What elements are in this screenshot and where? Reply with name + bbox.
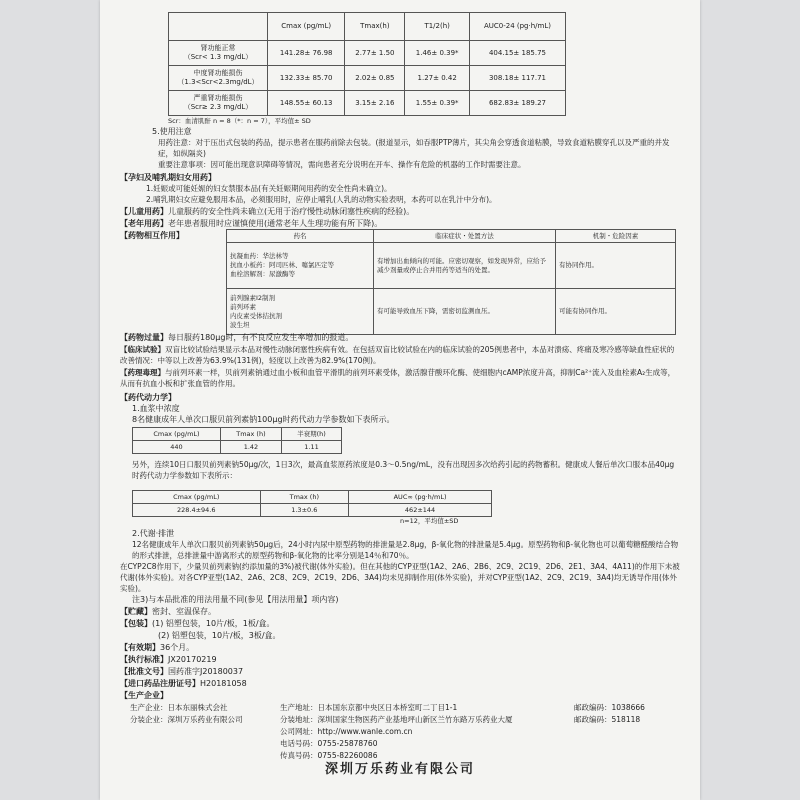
pk-cell: 308.18± 117.71 (469, 66, 565, 91)
producer-address: 生产地址：日本国东京都中央区日本桥室町二丁目1-1 (280, 703, 458, 712)
table-row (169, 41, 566, 66)
pk-table-single-dose (132, 427, 342, 454)
pk-text: 在CYP2C8作用下，少量贝前列素钠(约添加量的3%)被代谢(体外实验)。但在其他的CYP亚型(1A2、2A6、2B6、2C9、2C19、2D6、2E1、3A4、4A11)的作用下未被代谢(体外实验)。对各CYP亚型(1A2、2A6、2C8、2C9、2C19、2D6、3A4)均未见抑制作用(体外实验)，并对CYP亚型(1A2、2C9、2C19、3A4)均无诱导作用(体外实验)。 (120, 562, 680, 593)
pk2-header: AUC∞ (pg·h/mL) (349, 491, 492, 504)
pk-header-cell: T1/2(h) (405, 13, 470, 41)
interaction-drug: 前列腺素I2制剂 前列环素 内皮素受体拮抗剂 波生坦 (227, 289, 374, 335)
pk-cell: 682.83± 189.27 (469, 91, 565, 116)
interaction-clinical: 有可能导致血压下降，需密切监测血压。 (374, 289, 556, 335)
interaction-table (226, 229, 676, 335)
pk-cell: 1.27± 0.42 (405, 66, 470, 91)
elderly-section: 【老年用药】老年患者服用时应谨慎使用(通常老年人生理功能有所下降)。 (120, 219, 383, 228)
pk-note: 注3)与本品批准的用法用量不同(参见【用法用量】项内容) (132, 595, 339, 604)
pk-table-fed (132, 490, 492, 517)
table-row (133, 504, 492, 517)
pk-group-cell: 严重肾功能损伤 （Scr≥ 2.3 mg/dL） (169, 91, 268, 116)
table-row (227, 243, 676, 289)
usage-paragraph: 用药注意：对于压出式包装的药品，提示患者在服药前除去包装。(报道显示，如吞服PTP薄片，其尖角会穿透食道粘膜，导致食道粘膜穿孔以及严重的并发症，如纵隔炎) (158, 138, 670, 158)
pk1-value: 1.11 (281, 441, 341, 454)
pregnancy-section: 【孕妇及哺乳期妇女用药】 (120, 173, 216, 182)
interaction-mechanism: 有协同作用。 (556, 243, 676, 289)
package-item: (2) 铝塑包装，10片/板，3板/盒。 (158, 631, 281, 640)
company-tel: 电话号码：0755-25878760 (280, 739, 378, 748)
pk2-value: 1.3±0.6 (260, 504, 349, 517)
pk-cell: 1.55± 0.39* (405, 91, 470, 116)
table-row (169, 66, 566, 91)
pregnancy-item: 2.哺乳期妇女应避免服用本品，必须服用时，应停止哺乳(人乳的动物实验表明，本药可以在乳汁中分布)。 (146, 195, 497, 204)
interaction-header: 机制・危险因素 (556, 230, 676, 243)
producer-zip: 邮政编码：1038666 (574, 703, 645, 712)
pk-subsection-title: 2.代谢·排泄 (132, 529, 175, 538)
pk-section: 【药代动力学】 (120, 393, 176, 402)
table-row (133, 441, 342, 454)
pk-header-cell: AUC0-24 (pg·h/mL) (469, 13, 565, 41)
clinical-trial-section: 【临床试验】双盲比较试验结果显示本品对慢性动脉闭塞性疾病有效。在包括双盲比较试验在内的临床试验的205例患者中，本品对溃疡、疼痛及寒冷感等缺血性症状的改善情况：中等以上改善为63.9%(131例)，轻度以上改善为82.9%(170例)。 (120, 345, 675, 365)
pk2-header: Cmax (pg/mL) (133, 491, 261, 504)
table-row (169, 91, 566, 116)
pk-cell: 132.33± 85.70 (268, 66, 345, 91)
validity-section: 【有效期】36个月。 (120, 643, 195, 652)
pk1-header: Cmax (pg/mL) (133, 428, 221, 441)
storage-section: 【贮藏】密封、室温保存。 (120, 607, 216, 616)
packager-address: 分装地址：深圳国家生物医药产业基地坪山新区兰竹东路万乐药业大厦 (280, 715, 513, 724)
usage-title: 5.使用注意 (152, 127, 192, 136)
interaction-section: 【药物相互作用】 (120, 231, 184, 240)
pk1-header: 半衰期(h) (281, 428, 341, 441)
interaction-drug: 抗凝血药：华法林等 抗血小板药：阿司匹林、噻氯匹定等 血栓溶解剂：尿激酶等 (227, 243, 374, 289)
producer-row: 生产企业：日本东丽株式会社 (130, 703, 228, 712)
approval-section: 【批准文号】国药准字J20180037 (120, 667, 244, 676)
pk-cell: 148.55± 60.13 (268, 91, 345, 116)
pk2-value: 462±144 (349, 504, 492, 517)
pk2-note: n=12，平均值±SD (400, 517, 459, 525)
pk2-value: 228.4±94.6 (133, 504, 261, 517)
pk2-header: Tmax (h) (260, 491, 349, 504)
package-section: 【包装】(1) 铝塑包装，10片/板，1板/盒。 (120, 619, 275, 628)
pharmacology-section: 【药理毒理】与前列环素一样，贝前列素钠通过血小板和血管平滑肌的前列环素受体，激活腺苷酸环化酶、使细胞内cAMP浓度升高，抑制Ca²⁺流入及血栓素A₂生成等，从而有抗血小板和扩张血管的作用。 (120, 368, 676, 388)
children-section: 【儿童用药】儿童服药的安全性尚未确立(无用于治疗慢性动脉闭塞性疾病的经验)。 (120, 207, 415, 216)
leaflet-page (100, 0, 700, 800)
packager-zip: 邮政编码：518118 (574, 715, 641, 724)
pk-text: 另外，连续10日口服贝前列素钠50μg/次，1日3次，最高血浆原药浓度是0.3～0.5ng/mL，没有出现因多次给药引起的药物蓄积。健康成人餐后单次口服本品40μg时药代动力学参数如下表所示： (132, 460, 675, 480)
pk-group-cell: 中度肾功能损伤 （1.3<Scr<2.3mg/dL） (169, 66, 268, 91)
interaction-header: 药名 (227, 230, 374, 243)
pk-group-cell: 肾功能正常 （Scr< 1.3 mg/dL） (169, 41, 268, 66)
pk1-header: Tmax (h) (220, 428, 281, 441)
pk-table-note: Scr：血清肌酐 n = 8（*：n = 7），平均值± SD (168, 117, 311, 125)
pk-header-cell: Tmax(h) (345, 13, 405, 41)
interaction-clinical: 有增加出血倾向的可能。应密切观察，如发现异常，应给予减少剂量或停止合并用药等适当的处置。 (374, 243, 556, 289)
pk-cell: 2.77± 1.50 (345, 41, 405, 66)
manufacturer-section: 【生产企业】 (120, 691, 168, 700)
pk-cell: 404.15± 185.75 (469, 41, 565, 66)
pk1-value: 440 (133, 441, 221, 454)
packager-row: 分装企业：深圳万乐药业有限公司 (130, 715, 243, 724)
pk-header-cell (169, 13, 268, 41)
usage-paragraph: 重要注意事项：因可能出现意识障碍等情况，需向患者充分说明在开车、操作有危险的机器的工作时需要注意。 (158, 160, 526, 169)
pregnancy-item: 1.妊娠或可能妊娠的妇女禁服本品(有关妊娠期间用药的安全性尚未确立)。 (146, 184, 392, 193)
company-banner: 深圳万乐药业有限公司 (325, 762, 476, 777)
pk-cell: 141.28± 76.98 (268, 41, 345, 66)
pk-subsection-title: 1.血浆中浓度 (132, 404, 180, 413)
import-reg-section: 【进口药品注册证号】H20181058 (120, 679, 247, 688)
table-row (227, 289, 676, 335)
pk-header-cell: Cmax (pg/mL) (268, 13, 345, 41)
pk1-value: 1.42 (220, 441, 281, 454)
pk-text: 12名健康成年人单次口服贝前列素钠50μg后，24小时内尿中原型药物的排泄量是2.8μg，β-氧化物的排泄量是5.4μg。原型药物和β-氧化物也可以葡萄糖醛酸结合物的形式排泄，总排泄量中游离形式的原型药物和β-氧化物的比率分别是14％和70％。 (132, 540, 679, 560)
pk-cell: 2.02± 0.85 (345, 66, 405, 91)
company-website: 公司网址：http://www.wanle.com.cn (280, 727, 413, 736)
pk-cell: 3.15± 2.16 (345, 91, 405, 116)
pk-cell: 1.46± 0.39* (405, 41, 470, 66)
interaction-mechanism: 可能有协同作用。 (556, 289, 676, 335)
interaction-header: 临床症状・处置方法 (374, 230, 556, 243)
pk-text: 8名健康成年人单次口服贝前列素钠100μg时药代动力学参数如下表所示。 (132, 415, 395, 424)
overdose-section: 【药物过量】每日服药180μg时，有不良反应发生率增加的报道。 (120, 333, 354, 342)
company-fax: 传真号码：0755-82260086 (280, 751, 378, 760)
standard-section: 【执行标准】JX20170219 (120, 655, 217, 664)
renal-pk-table (168, 12, 566, 116)
